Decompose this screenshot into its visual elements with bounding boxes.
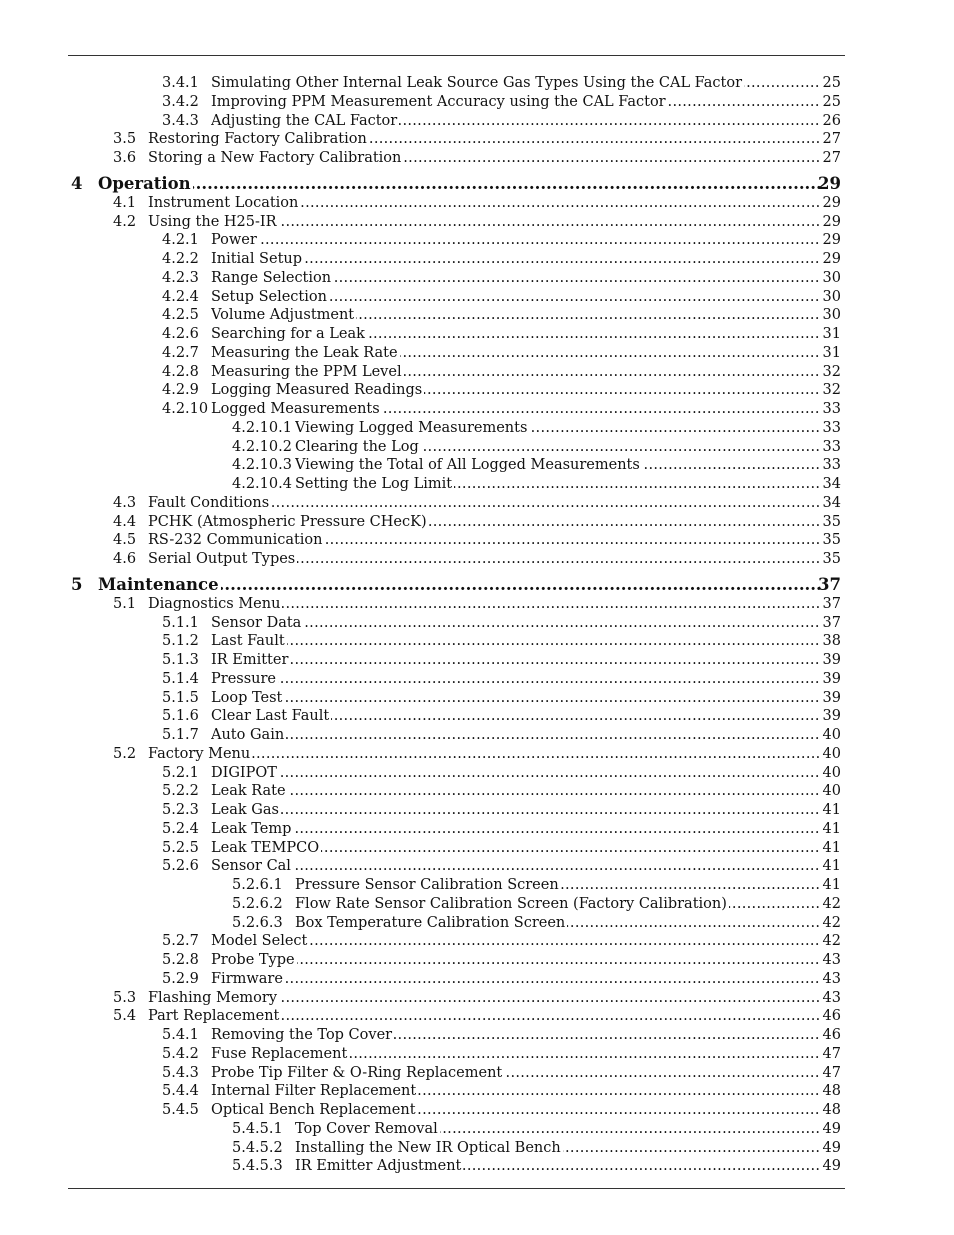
- toc-entry-title-text: Leak TEMPCO: [211, 839, 320, 856]
- toc-entry-page: 41: [822, 839, 841, 856]
- toc-entry-title: [295, 914, 821, 932]
- toc-entry[interactable]: [0, 306, 954, 324]
- toc-entry-page: 34: [822, 476, 841, 492]
- toc-entry-page: 41: [822, 802, 841, 818]
- toc-entry-number: 5.2.6.1: [232, 877, 283, 893]
- toc-entry-title: [211, 764, 821, 782]
- toc-entry[interactable]: [0, 726, 954, 744]
- toc-entry-number: 5.2.8: [162, 952, 199, 968]
- toc-entry-title-text: Probe Type: [211, 952, 295, 968]
- toc-entry-number: 4.2.6: [162, 326, 199, 342]
- toc-entry-title-text: Pressure Sensor Calibration Screen: [295, 877, 559, 893]
- toc-entry-page: 33: [822, 438, 841, 455]
- toc-entry[interactable]: [0, 1007, 954, 1025]
- toc-entry[interactable]: [0, 149, 954, 167]
- toc-entry-number: 5.4: [113, 1008, 137, 1025]
- toc-entry-title-text: Restoring Factory Calibration: [148, 131, 367, 148]
- toc-entry[interactable]: [0, 231, 954, 249]
- toc-entry-title: [211, 951, 821, 969]
- toc-entry-title: [211, 1045, 821, 1063]
- toc-entry-page: 33: [822, 401, 841, 417]
- toc-entry-page: 39: [822, 689, 841, 706]
- toc-entry-title-text: Box Temperature Calibration Screen: [295, 914, 566, 931]
- header-rule: [68, 55, 845, 56]
- toc-entry-number: 5.3: [113, 989, 137, 1006]
- toc-entry[interactable]: [0, 325, 954, 343]
- toc-entry-title: [211, 782, 821, 800]
- toc-entry-number: 5.1.6: [162, 708, 199, 725]
- toc-entry-title: [148, 595, 821, 613]
- toc-entry-page: 33: [822, 419, 841, 436]
- toc-entry[interactable]: [0, 632, 954, 650]
- toc-entry-page: 46: [822, 1027, 841, 1043]
- toc-entry-number: 5.2.4: [162, 820, 199, 837]
- toc-entry-number: 4.5: [113, 532, 137, 549]
- toc-entry-title-text: Loop Test: [211, 689, 283, 706]
- toc-entry-page: 29: [822, 251, 841, 267]
- toc-entry-title: [295, 438, 821, 456]
- toc-entry-title: [211, 288, 821, 306]
- toc-entry-number: 4: [71, 173, 83, 193]
- toc-entry-title: [211, 689, 821, 707]
- toc-entry-page: 43: [822, 970, 841, 987]
- toc-entry[interactable]: [0, 764, 954, 782]
- toc-entry-page: 47: [822, 1064, 841, 1081]
- toc-entry-page: 32: [822, 363, 841, 380]
- toc-entry-title: [211, 250, 821, 268]
- toc-entry[interactable]: [0, 250, 954, 268]
- toc-entry-title: [211, 363, 821, 381]
- toc-entry[interactable]: [0, 689, 954, 707]
- toc-entry-number: 4.2.10.3: [232, 457, 292, 474]
- toc-entry-title-text: Pressure: [211, 670, 277, 687]
- toc-entry[interactable]: [0, 438, 954, 456]
- toc-entry-page: 29: [822, 232, 841, 249]
- toc-entry-title-text: Adjusting the CAL Factor: [211, 112, 398, 129]
- toc-entry-number: 5.4.5.3: [232, 1158, 283, 1175]
- toc-entry-number: 4.2.8: [162, 363, 199, 380]
- toc-entry-title: [211, 707, 821, 725]
- toc-entry-title: [295, 895, 821, 913]
- toc-entry-number: 5.4.5: [162, 1102, 199, 1118]
- toc-entry-page: 34: [822, 494, 841, 511]
- toc-entry-number: 4.2.10.2: [232, 438, 292, 455]
- toc-entry-title-text: Setup Selection: [211, 288, 327, 305]
- toc-entry-page: 35: [822, 513, 841, 530]
- toc-entry-title-text: Using the H25-IR: [148, 213, 277, 230]
- toc-entry-page: 49: [822, 1139, 841, 1156]
- toc-entry[interactable]: [0, 456, 954, 474]
- toc-entry-title: [295, 456, 821, 474]
- toc-entry-number: 4.3: [113, 494, 137, 511]
- toc-entry-number: 5.1.7: [162, 727, 199, 743]
- toc-entry-title-text: IR Emitter Adjustment: [295, 1158, 462, 1175]
- toc-entry-title-text: Sensor Data: [211, 614, 302, 631]
- toc-entry[interactable]: [0, 494, 954, 512]
- toc-entry-title-text: Power: [211, 232, 257, 249]
- toc-entry-title: [98, 174, 821, 194]
- toc-entry-number: 5.2.6.2: [232, 895, 283, 912]
- toc-entry-page: 46: [822, 1008, 841, 1025]
- toc-entry-title-text: Simulating Other Internal Leak Source Gas Types Using the CAL Factor: [211, 75, 743, 91]
- toc-entry-page: 37: [818, 574, 841, 594]
- toc-entry[interactable]: [0, 1157, 954, 1175]
- toc-entry-title: [211, 74, 821, 92]
- toc-entry-title-text: Top Cover Removal: [295, 1120, 438, 1137]
- toc-entry-number: 4.6: [113, 551, 137, 567]
- toc-entry-page: 41: [822, 858, 841, 875]
- toc-entry[interactable]: [0, 381, 954, 399]
- toc-entry-title: [148, 745, 821, 763]
- toc-entry-title: [211, 400, 821, 418]
- toc-entry-number: 4.2.9: [162, 382, 199, 399]
- toc-entry-title: [211, 1082, 821, 1100]
- toc-entry-title-text: Instrument Location: [148, 194, 299, 211]
- toc-entry-title: [211, 970, 821, 988]
- toc-entry-number: 3.6: [113, 150, 137, 166]
- toc-entry[interactable]: [0, 651, 954, 669]
- toc-entry-number: 5.4.1: [162, 1027, 199, 1043]
- toc-entry-number: 3.4.3: [162, 112, 199, 129]
- toc-entry-page: 26: [822, 112, 841, 129]
- toc-entry[interactable]: [0, 895, 954, 913]
- toc-entry-page: 27: [822, 150, 841, 166]
- toc-entry-title-text: Leak Gas: [211, 802, 279, 818]
- toc-entry-title: [295, 876, 821, 894]
- toc-entry-page: 49: [822, 1158, 841, 1175]
- toc-entry-title: [211, 632, 821, 650]
- toc-entry-page: 42: [822, 914, 841, 931]
- toc-entry[interactable]: [0, 595, 954, 613]
- toc-entry-title-text: Measuring the Leak Rate: [211, 344, 398, 361]
- toc-entry[interactable]: [0, 839, 954, 857]
- toc-entry-number: 4.1: [113, 194, 137, 211]
- toc-entry-title-text: Initial Setup: [211, 251, 303, 267]
- toc-entry-title: [211, 651, 821, 669]
- toc-entry-number: 5.2.6: [162, 858, 199, 875]
- toc-entry-number: 3.4.1: [162, 75, 199, 91]
- toc-entry-title-text: Improving PPM Measurement Accuracy using the CAL Factor: [211, 93, 666, 110]
- toc-entry-title-text: Sensor Cal: [211, 858, 291, 875]
- toc-entry-title-text: Flow Rate Sensor Calibration Screen (Factory Calibration): [295, 895, 727, 912]
- toc-entry-number: 3.5: [113, 131, 137, 148]
- toc-entry-number: 5.1.4: [162, 670, 199, 687]
- toc-entry-page: 25: [822, 75, 841, 91]
- toc-entry[interactable]: [0, 74, 954, 92]
- toc-entry-page: 40: [822, 764, 841, 781]
- toc-entry-page: 30: [822, 307, 841, 324]
- toc-entry[interactable]: [0, 174, 954, 194]
- toc-entry-number: 5.1: [113, 595, 137, 612]
- toc-entry-page: 41: [822, 820, 841, 837]
- toc-entry-title-text: Optical Bench Replacement: [211, 1102, 416, 1118]
- toc-entry[interactable]: [0, 876, 954, 894]
- toc-entry-number: 4.2.10.4: [232, 476, 292, 492]
- toc-entry-title-text: Measuring the PPM Level: [211, 363, 402, 380]
- toc-entry-number: 4.2.7: [162, 344, 199, 361]
- toc-entry-page: 49: [822, 1120, 841, 1137]
- toc-entry-title-text: Last Fault: [211, 633, 285, 650]
- toc-entry-number: 5.2.9: [162, 970, 199, 987]
- toc-entry-number: 5.2.7: [162, 933, 199, 950]
- toc-entry-page: 39: [822, 652, 841, 668]
- toc-entry-title-text: Logging Measured Readings: [211, 382, 423, 399]
- toc-entry-title-text: Diagnostics Menu: [148, 595, 281, 612]
- toc-entry-page: 25: [822, 93, 841, 110]
- toc-entry-title: [211, 269, 821, 287]
- toc-entry[interactable]: [0, 989, 954, 1007]
- toc-entry-title-text: Viewing Logged Measurements: [295, 419, 528, 436]
- toc-entry-title-text: Removing the Top Cover: [211, 1027, 393, 1043]
- toc-entry-title-text: Viewing the Total of All Logged Measurements: [295, 457, 640, 474]
- toc-entry-title: [211, 670, 821, 688]
- toc-entry[interactable]: [0, 1120, 954, 1138]
- toc-entry[interactable]: [0, 513, 954, 531]
- toc-entry[interactable]: [0, 932, 954, 950]
- toc-entry-title: [211, 726, 821, 744]
- toc-entry-number: 5.1.2: [162, 633, 199, 650]
- toc-entry-title: [148, 513, 821, 531]
- toc-entry-title: [211, 112, 821, 130]
- toc-entry-number: 5.2.2: [162, 783, 199, 800]
- toc-entry-number: 4.4: [113, 513, 137, 530]
- toc-entry-page: 30: [822, 269, 841, 286]
- toc-entry-page: 42: [822, 933, 841, 950]
- toc-entry-title: [295, 1157, 821, 1175]
- toc-entry-page: 40: [822, 783, 841, 800]
- toc-entry-title-text: Clearing the Log: [295, 438, 419, 455]
- toc-entry-title: [148, 194, 821, 212]
- toc-entry[interactable]: [0, 213, 954, 231]
- toc-entry-title-text: PCHK (Atmospheric Pressure CHecK): [148, 513, 427, 530]
- toc-entry-title: [211, 231, 821, 249]
- toc-entry-title-text: Serial Output Types: [148, 551, 296, 567]
- toc-entry-title: [148, 149, 821, 167]
- toc-entry[interactable]: [0, 112, 954, 130]
- toc-entry-title: [211, 801, 821, 819]
- toc-entry-title: [211, 93, 821, 111]
- toc-entry-title: [148, 494, 821, 512]
- toc-entry-number: 5.2.5: [162, 839, 199, 856]
- toc-entry-page: 40: [822, 745, 841, 762]
- toc-entry-title-text: Fault Conditions: [148, 494, 270, 511]
- toc-entry-title-text: Searching for a Leak: [211, 326, 365, 342]
- toc-entry-title: [295, 475, 821, 493]
- toc-entry-number: 5.2.6.3: [232, 914, 283, 931]
- toc-entry-number: 5.4.3: [162, 1064, 199, 1081]
- toc-entry-page: 37: [822, 595, 841, 612]
- toc-entry-number: 5.4.5.2: [232, 1139, 283, 1156]
- toc-entry-page: 38: [822, 633, 841, 650]
- toc-entry-title-text: Clear Last Fault: [211, 708, 330, 725]
- toc-entry[interactable]: [0, 707, 954, 725]
- toc-entry[interactable]: [0, 820, 954, 838]
- toc-entry[interactable]: [0, 130, 954, 148]
- toc-entry-number: 4.2.4: [162, 288, 199, 305]
- toc-entry[interactable]: [0, 970, 954, 988]
- toc-entry[interactable]: [0, 951, 954, 969]
- toc-entry[interactable]: [0, 1101, 954, 1119]
- toc-entry-page: 43: [822, 952, 841, 968]
- toc-entry[interactable]: [0, 194, 954, 212]
- toc-entry-title: [295, 419, 821, 437]
- toc-entry-page: 31: [822, 326, 841, 342]
- toc-entry-title-text: Probe Tip Filter & O-Ring Replacement: [211, 1064, 503, 1081]
- toc-entry-number: 4.2.3: [162, 269, 199, 286]
- toc-entry-number: 4.2: [113, 213, 137, 230]
- toc-entry-number: 4.2.2: [162, 251, 199, 267]
- toc-entry-title: [211, 614, 821, 632]
- toc-entry-title: [295, 1139, 821, 1157]
- toc-entry[interactable]: [0, 400, 954, 418]
- footer-rule: [68, 1188, 845, 1189]
- toc-entry-page: 29: [818, 173, 841, 193]
- toc-entry-title-text: Leak Rate: [211, 783, 286, 800]
- toc-entry-page: 31: [822, 344, 841, 361]
- toc-entry-number: 5.4.5.1: [232, 1120, 283, 1137]
- toc-entry-title-text: Flashing Memory: [148, 989, 278, 1006]
- toc-entry-number: 5.2: [113, 745, 137, 762]
- toc-entry-title: [148, 130, 821, 148]
- toc-entry[interactable]: [0, 1026, 954, 1044]
- toc-entry-title: [98, 575, 821, 595]
- toc-entry-title-text: Setting the Log Limit: [295, 476, 453, 492]
- toc-entry[interactable]: [0, 419, 954, 437]
- toc-entry-number: 5.1.3: [162, 652, 199, 668]
- toc-entry-title-text: Fuse Replacement: [211, 1045, 348, 1062]
- toc-entry-number: 4.2.1: [162, 232, 199, 249]
- toc-entry-title: [211, 325, 821, 343]
- toc-entry-number: 5.4.2: [162, 1045, 199, 1062]
- toc-entry[interactable]: [0, 269, 954, 287]
- toc-entry-title: [211, 1101, 821, 1119]
- toc-entry[interactable]: [0, 550, 954, 568]
- toc-entry-number: 5.2.3: [162, 802, 199, 818]
- toc-entry[interactable]: [0, 1045, 954, 1063]
- toc-entry-page: 41: [822, 877, 841, 893]
- toc-entry-page: 47: [822, 1045, 841, 1062]
- toc-entry[interactable]: [0, 1082, 954, 1100]
- toc-entry-title: [211, 344, 821, 362]
- toc-entry-title-text: Internal Filter Replacement: [211, 1083, 417, 1100]
- toc-entry-number: 4.2.10.1: [232, 419, 292, 436]
- toc-entry-title: [211, 857, 821, 875]
- toc-entry-number: 4.2.10: [162, 401, 209, 417]
- toc-entry-title-text: Range Selection: [211, 269, 332, 286]
- toc-entry[interactable]: [0, 614, 954, 632]
- toc-entry-page: 35: [822, 532, 841, 549]
- toc-entry-page: 39: [822, 708, 841, 725]
- toc-entry-page: 48: [822, 1083, 841, 1100]
- toc-entry-title-text: DIGIPOT: [211, 764, 277, 781]
- toc-entry[interactable]: [0, 344, 954, 362]
- toc-entry-number: 5.4.4: [162, 1083, 199, 1100]
- toc-entry[interactable]: [0, 801, 954, 819]
- toc-entry-number: 5.1.1: [162, 614, 199, 631]
- toc-entry-title: [211, 1064, 821, 1082]
- toc-entry-page: 40: [822, 727, 841, 743]
- toc-entry[interactable]: [0, 363, 954, 381]
- toc-entry-title: [211, 932, 821, 950]
- toc-entry-page: 29: [822, 213, 841, 230]
- toc-entry-title: [148, 550, 821, 568]
- toc-entry-title-text: Part Replacement: [148, 1008, 280, 1025]
- toc-entry[interactable]: [0, 475, 954, 493]
- toc-entry-title-text: Storing a New Factory Calibration: [148, 150, 402, 166]
- toc-entry-number: 3.4.2: [162, 93, 199, 110]
- toc-entry-page: 42: [822, 895, 841, 912]
- toc-entry[interactable]: [0, 288, 954, 306]
- toc-entry-title: [211, 381, 821, 399]
- toc-entry-page: 37: [822, 614, 841, 631]
- toc-entry-page: 35: [822, 551, 841, 567]
- toc-entry-title: [148, 531, 821, 549]
- toc-entry[interactable]: [0, 782, 954, 800]
- toc-entry-title-text: Leak Temp: [211, 820, 292, 837]
- toc-entry[interactable]: [0, 670, 954, 688]
- toc-entry-page: 30: [822, 288, 841, 305]
- toc-entry[interactable]: [0, 745, 954, 763]
- toc-entry-page: 29: [822, 194, 841, 211]
- toc-entry-page: 39: [822, 670, 841, 687]
- toc-entry-title-text: Operation: [98, 173, 191, 193]
- toc-entry-number: 5: [71, 574, 83, 594]
- toc-entry-title: [211, 306, 821, 324]
- toc-entry-page: 33: [822, 457, 841, 474]
- toc-entry-title-text: Volume Adjustment: [211, 307, 355, 324]
- toc-entry[interactable]: [0, 1139, 954, 1157]
- toc-entry-title: [148, 989, 821, 1007]
- toc-entry[interactable]: [0, 857, 954, 875]
- toc-entry-title: [148, 213, 821, 231]
- toc-entry[interactable]: [0, 531, 954, 549]
- toc-entry-title-text: Logged Measurements: [211, 401, 380, 417]
- toc-entry-title-text: Factory Menu: [148, 745, 251, 762]
- toc-entry-title-text: Auto Gain: [211, 727, 285, 743]
- toc-entry-page: 43: [822, 989, 841, 1006]
- toc-entry-title: [211, 839, 821, 857]
- toc-entry[interactable]: [0, 575, 954, 595]
- toc-entry-number: 5.1.5: [162, 689, 199, 706]
- toc-entry[interactable]: [0, 93, 954, 111]
- toc-entry-number: 5.2.1: [162, 764, 199, 781]
- toc-entry-title: [148, 1007, 821, 1025]
- toc-entry-title-text: Maintenance: [98, 574, 219, 594]
- toc-entry-title-text: RS-232 Communication: [148, 532, 323, 549]
- toc-entry-title: [295, 1120, 821, 1138]
- toc-entry[interactable]: [0, 1064, 954, 1082]
- toc-entry-page: 27: [822, 131, 841, 148]
- toc-entry-title-text: Firmware: [211, 970, 283, 987]
- toc-entry-title-text: Installing the New IR Optical Bench: [295, 1139, 561, 1156]
- toc-entry-title-text: IR Emitter: [211, 652, 289, 668]
- toc-entry-page: 32: [822, 382, 841, 399]
- toc-entry[interactable]: [0, 914, 954, 932]
- toc-entry-page: 48: [822, 1102, 841, 1118]
- toc-entry-title-text: Model Select: [211, 933, 308, 950]
- toc-entry-number: 4.2.5: [162, 307, 199, 324]
- toc-entry-title: [211, 820, 821, 838]
- toc-entry-title: [211, 1026, 821, 1044]
